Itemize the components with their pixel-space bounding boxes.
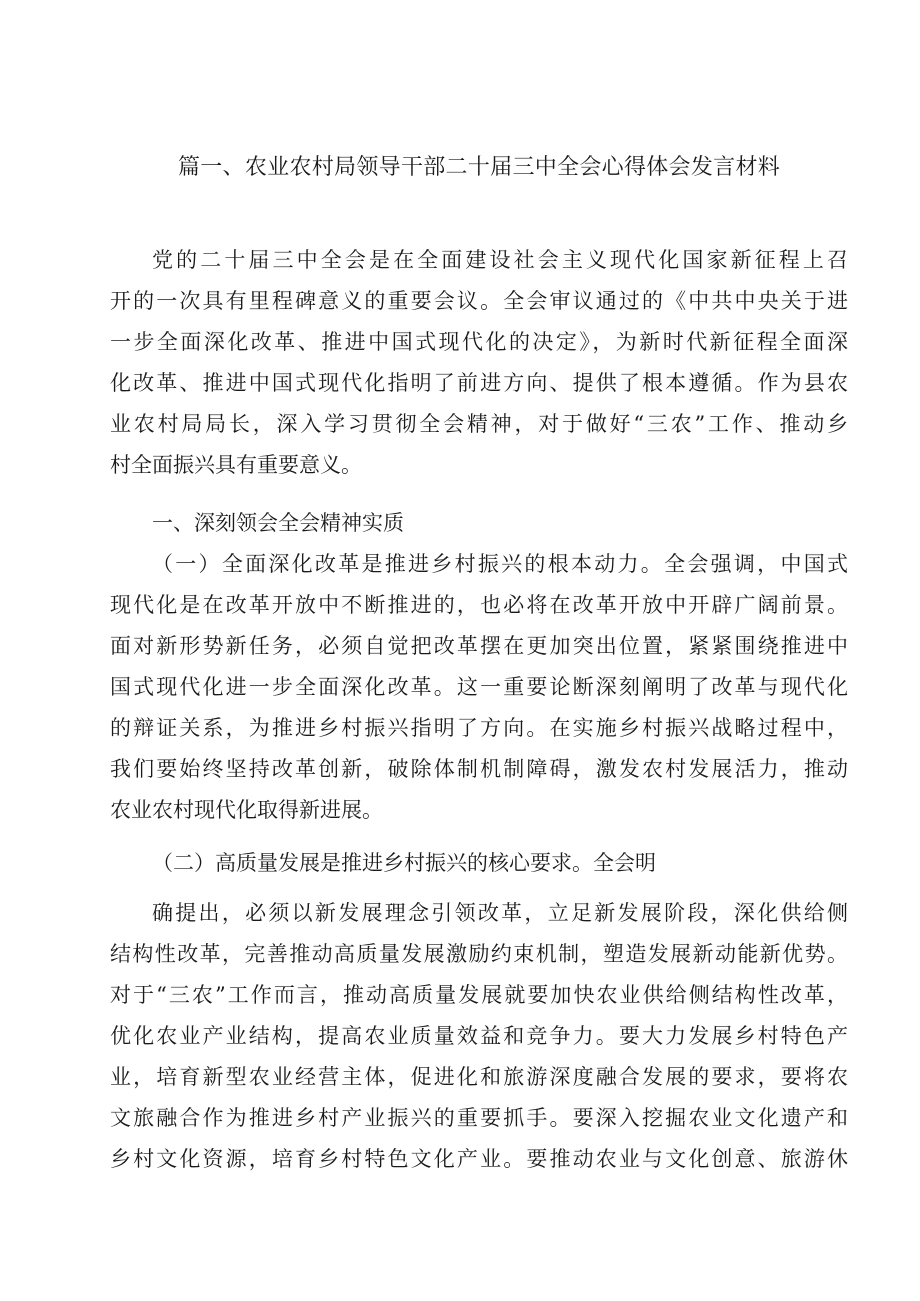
paragraph-line: 乡村文化资源，培育乡村特色文化产业。要推动农业与文化创意、旅游休 (110, 1147, 848, 1171)
paragraph-line: 一步全面深化改革、推进中国式现代化的决定》，为新时代新征程全面深 (110, 330, 848, 354)
paragraph-line: （一）全面深化改革是推进乡村振兴的根本动力。全会强调，中国式 (152, 552, 848, 576)
paragraph-line: 结构性改革，完善推动高质量发展激励约束机制，塑造发展新动能新优势。 (110, 942, 848, 966)
document-title: 篇一、农业农村局领导干部二十届三中全会心得体会发言材料 (177, 155, 781, 180)
paragraph-line: 确提出，必须以新发展理念引领改革，立足新发展阶段，深化供给侧 (152, 901, 848, 925)
paragraph-line: 化改革、推进中国式现代化指明了前进方向、提供了根本遵循。作为县农 (110, 371, 848, 395)
paragraph-line: 党的二十届三中全会是在全面建设社会主义现代化国家新征程上召 (152, 248, 848, 272)
paragraph-line: 面对新形势新任务，必须自觉把改革摆在更加突出位置，紧紧围绕推进中 (110, 634, 848, 658)
paragraph-line: （二）高质量发展是推进乡村振兴的核心要求。全会明 (152, 851, 656, 875)
paragraph-line: 村全面振兴具有重要意义。 (110, 453, 362, 477)
paragraph-line: 国式现代化进一步全面深化改革。这一重要论断深刻阐明了改革与现代化 (110, 675, 848, 699)
paragraph-line: 的辩证关系，为推进乡村振兴指明了方向。在实施乡村振兴战略过程中， (110, 716, 848, 740)
paragraph-line: 现代化是在改革开放中不断推进的，也必将在改革开放中开辟广阔前景。 (110, 593, 848, 617)
paragraph-line: 对于“三农”工作而言，推动高质量发展就要加快农业供给侧结构性改革， (110, 983, 848, 1007)
paragraph-line: 优化农业产业结构，提高农业质量效益和竞争力。要大力发展乡村特色产 (110, 1024, 848, 1048)
paragraph-line: 农业农村现代化取得新进展。 (110, 798, 383, 822)
paragraph-line: 文旅融合作为推进乡村产业振兴的重要抓手。要深入挖掘农业文化遗产和 (110, 1106, 848, 1130)
paragraph-line: 开的一次具有里程碑意义的重要会议。全会审议通过的《中共中央关于进 (110, 289, 848, 313)
paragraph-line: 业，培育新型农业经营主体，促进化和旅游深度融合发展的要求，要将农 (110, 1065, 848, 1089)
paragraph-line: 我们要始终坚持改革创新，破除体制机制障碍，激发农村发展活力，推动 (110, 757, 848, 781)
paragraph-line: 业农村局局长，深入学习贯彻全会精神，对于做好“三农”工作、推动乡 (110, 412, 848, 436)
section-heading: 一、深刻领会全会精神实质 (152, 511, 404, 535)
